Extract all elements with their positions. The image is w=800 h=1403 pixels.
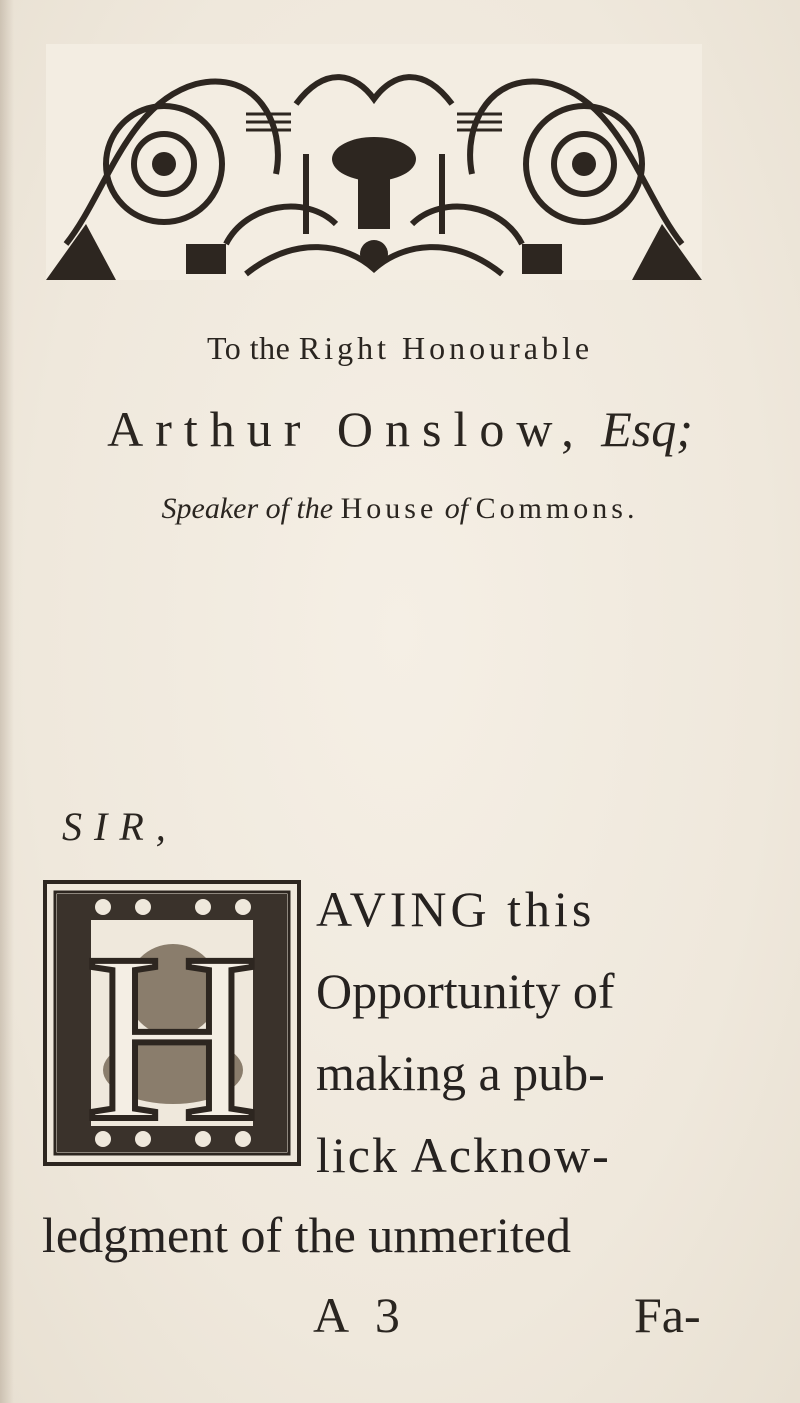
title-speaker: Speaker <box>161 492 259 525</box>
title-of-1: of <box>265 492 289 525</box>
body-line-1: AVING this <box>316 881 596 937</box>
dedication-name-line <box>0 400 800 458</box>
title-of-2: of <box>444 492 469 525</box>
drop-cap-initial <box>43 880 301 1166</box>
title-commons: Commons. <box>475 492 639 525</box>
catchword: Fa- <box>634 1287 701 1343</box>
salutation: SIR, <box>62 804 178 849</box>
dedication-to-the: To the <box>206 330 291 366</box>
headpiece-ornament <box>46 44 702 280</box>
dedicatee-name: Arthur Onslow, <box>107 401 586 457</box>
signature-mark: A 3 <box>313 1287 408 1343</box>
drop-cap-letter: H <box>85 904 259 1166</box>
body-line-4: lick Acknow- <box>316 1127 611 1183</box>
body-line-5: ledgment of the unmerited <box>42 1207 572 1263</box>
body-line-3: making a pub- <box>316 1045 605 1101</box>
dedication-title-line <box>0 492 800 526</box>
dedication-right-honourable: Right Honourable <box>298 330 594 366</box>
dedication-line-1 <box>0 330 800 367</box>
dedicatee-honorific: Esq; <box>601 401 693 457</box>
title-the: the <box>296 492 334 525</box>
body-line-2: Opportunity of <box>316 963 615 1019</box>
title-house: House <box>340 492 438 525</box>
page-gutter-shadow <box>0 0 14 1403</box>
